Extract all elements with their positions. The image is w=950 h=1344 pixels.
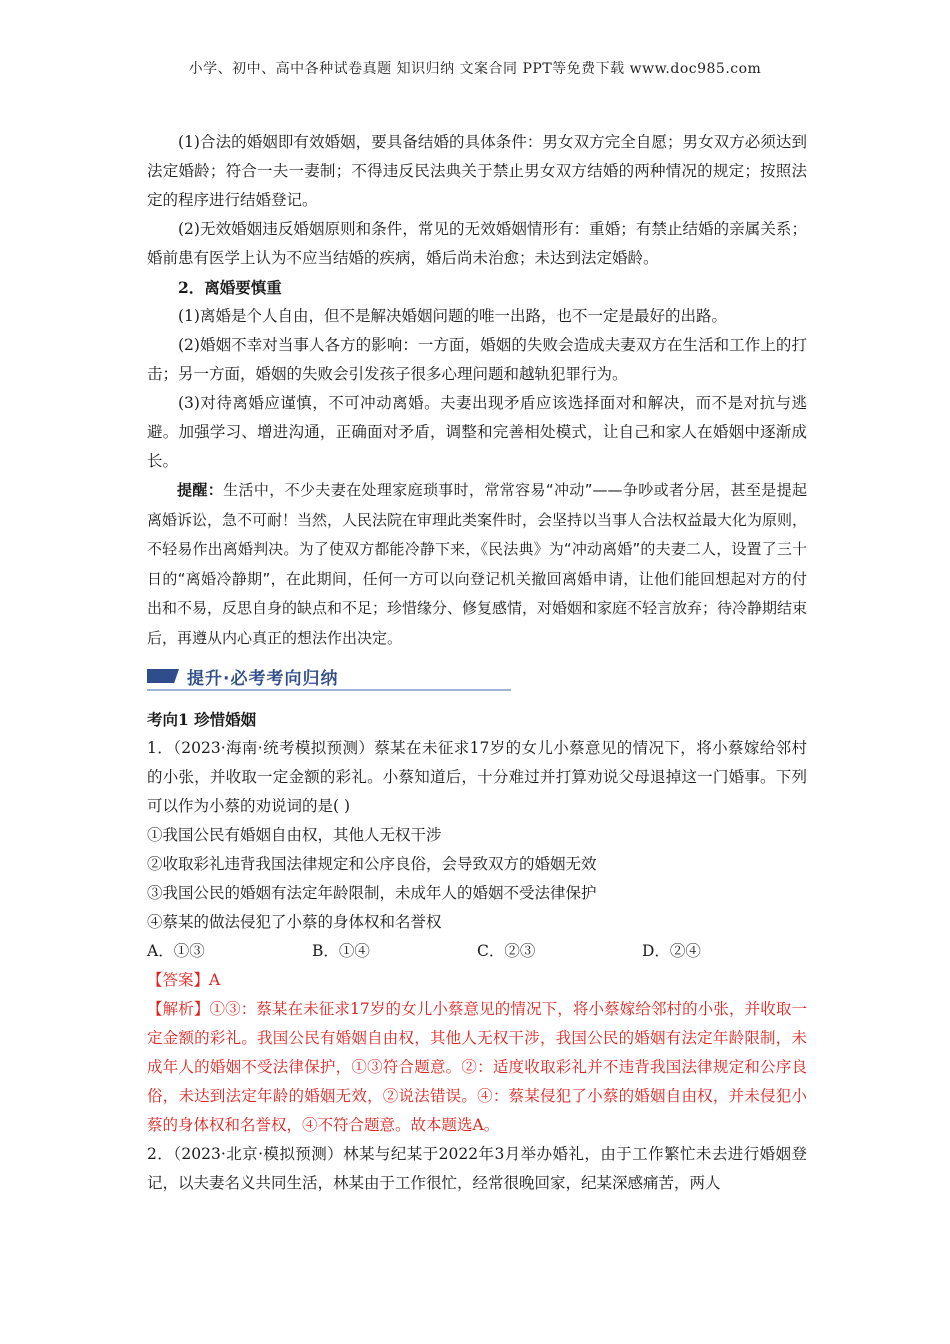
banner-bar-decoration [147, 669, 179, 683]
paragraph-invalid-marriage: (2)无效婚姻违反婚姻原则和条件，常见的无效婚姻情形有：重婚；有禁止结婚的亲属关系；婚前患有医学上认为不应当结婚的疾病，婚后尚未治愈；未达到法定婚龄。 [147, 220, 807, 267]
page-header: 小学、初中、高中各种试卷真题 知识归纳 文案合同 PPT等免费下载 www.doc985.com [188, 61, 762, 77]
tip-text: 生活中，不少夫妻在处理家庭琐事时，常常容易“冲动”——争吵或者分居，甚至是提起离婚诉讼，急不可耐！当然，人民法院在审理此类案件时，会坚持以当事人合法权益最大化为原则，不轻易作出离婚判决。为了使双方都能冷静下来，《民法典》为“冲动离婚”的夫妻二人，设置了三十日的“离婚冷静期”，在此期间，任何一方可以向登记机关撤回离婚申请，让他们能回想起对方的付出和不易，反思自身的缺点和不足；珍惜缘分、修复感情，对婚姻和家庭不轻言放弃；待冷静期结束后，再遵从内心真正的想法作出决定。 [147, 481, 808, 647]
heading-divorce: 2．离婚要慎重 [178, 278, 282, 297]
tip-paragraph [147, 476, 807, 653]
question-1-options [147, 937, 807, 966]
banner-title: 提升·必考考向归纳 [187, 669, 339, 689]
section-banner [147, 663, 807, 691]
banner-underline [147, 689, 511, 691]
option-a: A．①③ [147, 942, 205, 960]
question-1-stem: 1．（2023·海南·统考模拟预测）蔡某在未征求17岁的女儿小蔡意见的情况下，将小蔡嫁给邻村的小张，并收取一定金额的彩礼。小蔡知道后，十分难过并打算劝说父母退掉这一门婚事。下列可以作为小蔡的劝说词的是( ) [147, 739, 807, 815]
question-2-stem: 2．（2023·北京·模拟预测）林某与纪某于2022年3月举办婚礼，由于工作繁忙未去进行婚姻登记，以夫妻名义共同生活，林某由于工作很忙，经常很晚回家，纪某深感痛苦，两人 [147, 1145, 807, 1192]
paragraph-divorce-impact: (2)婚姻不幸对当事人各方的影响：一方面，婚姻的失败会造成夫妻双方在生活和工作上的打击；另一方面，婚姻的失败会引发孩子很多心理问题和越轨犯罪行为。 [147, 336, 807, 383]
option-c: C．②③ [477, 942, 536, 960]
question-1-item: ②收取彩礼违背我国法律规定和公序良俗，会导致双方的婚姻无效 [147, 855, 597, 873]
option-b: B．①④ [312, 942, 370, 960]
paragraph-divorce-caution: (3)对待离婚应谨慎，不可冲动离婚。夫妻出现矛盾应该选择面对和解决，而不是对抗与逃避。加强学习、增进沟通，正确面对矛盾，调整和完善相处模式，让自己和家人在婚姻中逐渐成长。 [147, 394, 807, 470]
section-title: 考向1 珍惜婚姻 [147, 710, 257, 729]
paragraph-divorce-freedom: (1)离婚是个人自由，但不是解决婚姻问题的唯一出路，也不一定是最好的出路。 [178, 307, 727, 325]
question-1-item: ③我国公民的婚姻有法定年龄限制，未成年人的婚姻不受法律保护 [147, 884, 597, 902]
option-d: D．②④ [642, 942, 701, 960]
tip-label: 提醒： [177, 481, 224, 499]
content-body [147, 128, 807, 1198]
question-1-analysis: 【解析】①③：蔡某在未征求17岁的女儿小蔡意见的情况下，将小蔡嫁给邻村的小张，并收取一定金额的彩礼。我国公民有婚姻自由权，其他人无权干涉，我国公民的婚姻有法定年龄限制，未成年人的婚姻不受法律保护，①③符合题意。②：适度收取彩礼并不违背我国法律规定和公序良俗，未达到法定年龄的婚姻无效，②说法错误。④：蔡某侵犯了小蔡的婚姻自由权，并未侵犯小蔡的身体权和名誉权，④不符合题意。故本题选A。 [147, 1000, 807, 1134]
question-1-answer: 【答案】A [147, 971, 221, 989]
paragraph-valid-marriage: (1)合法的婚姻即有效婚姻，要具备结婚的具体条件：男女双方完全自愿；男女双方必须达到法定婚龄；符合一夫一妻制；不得违反民法典关于禁止男女双方结婚的两种情况的规定；按照法定的程序进行结婚登记。 [147, 133, 807, 209]
question-1-item: ①我国公民有婚姻自由权，其他人无权干涉 [147, 826, 442, 844]
question-1-item: ④蔡某的做法侵犯了小蔡的身体权和名誉权 [147, 913, 442, 931]
